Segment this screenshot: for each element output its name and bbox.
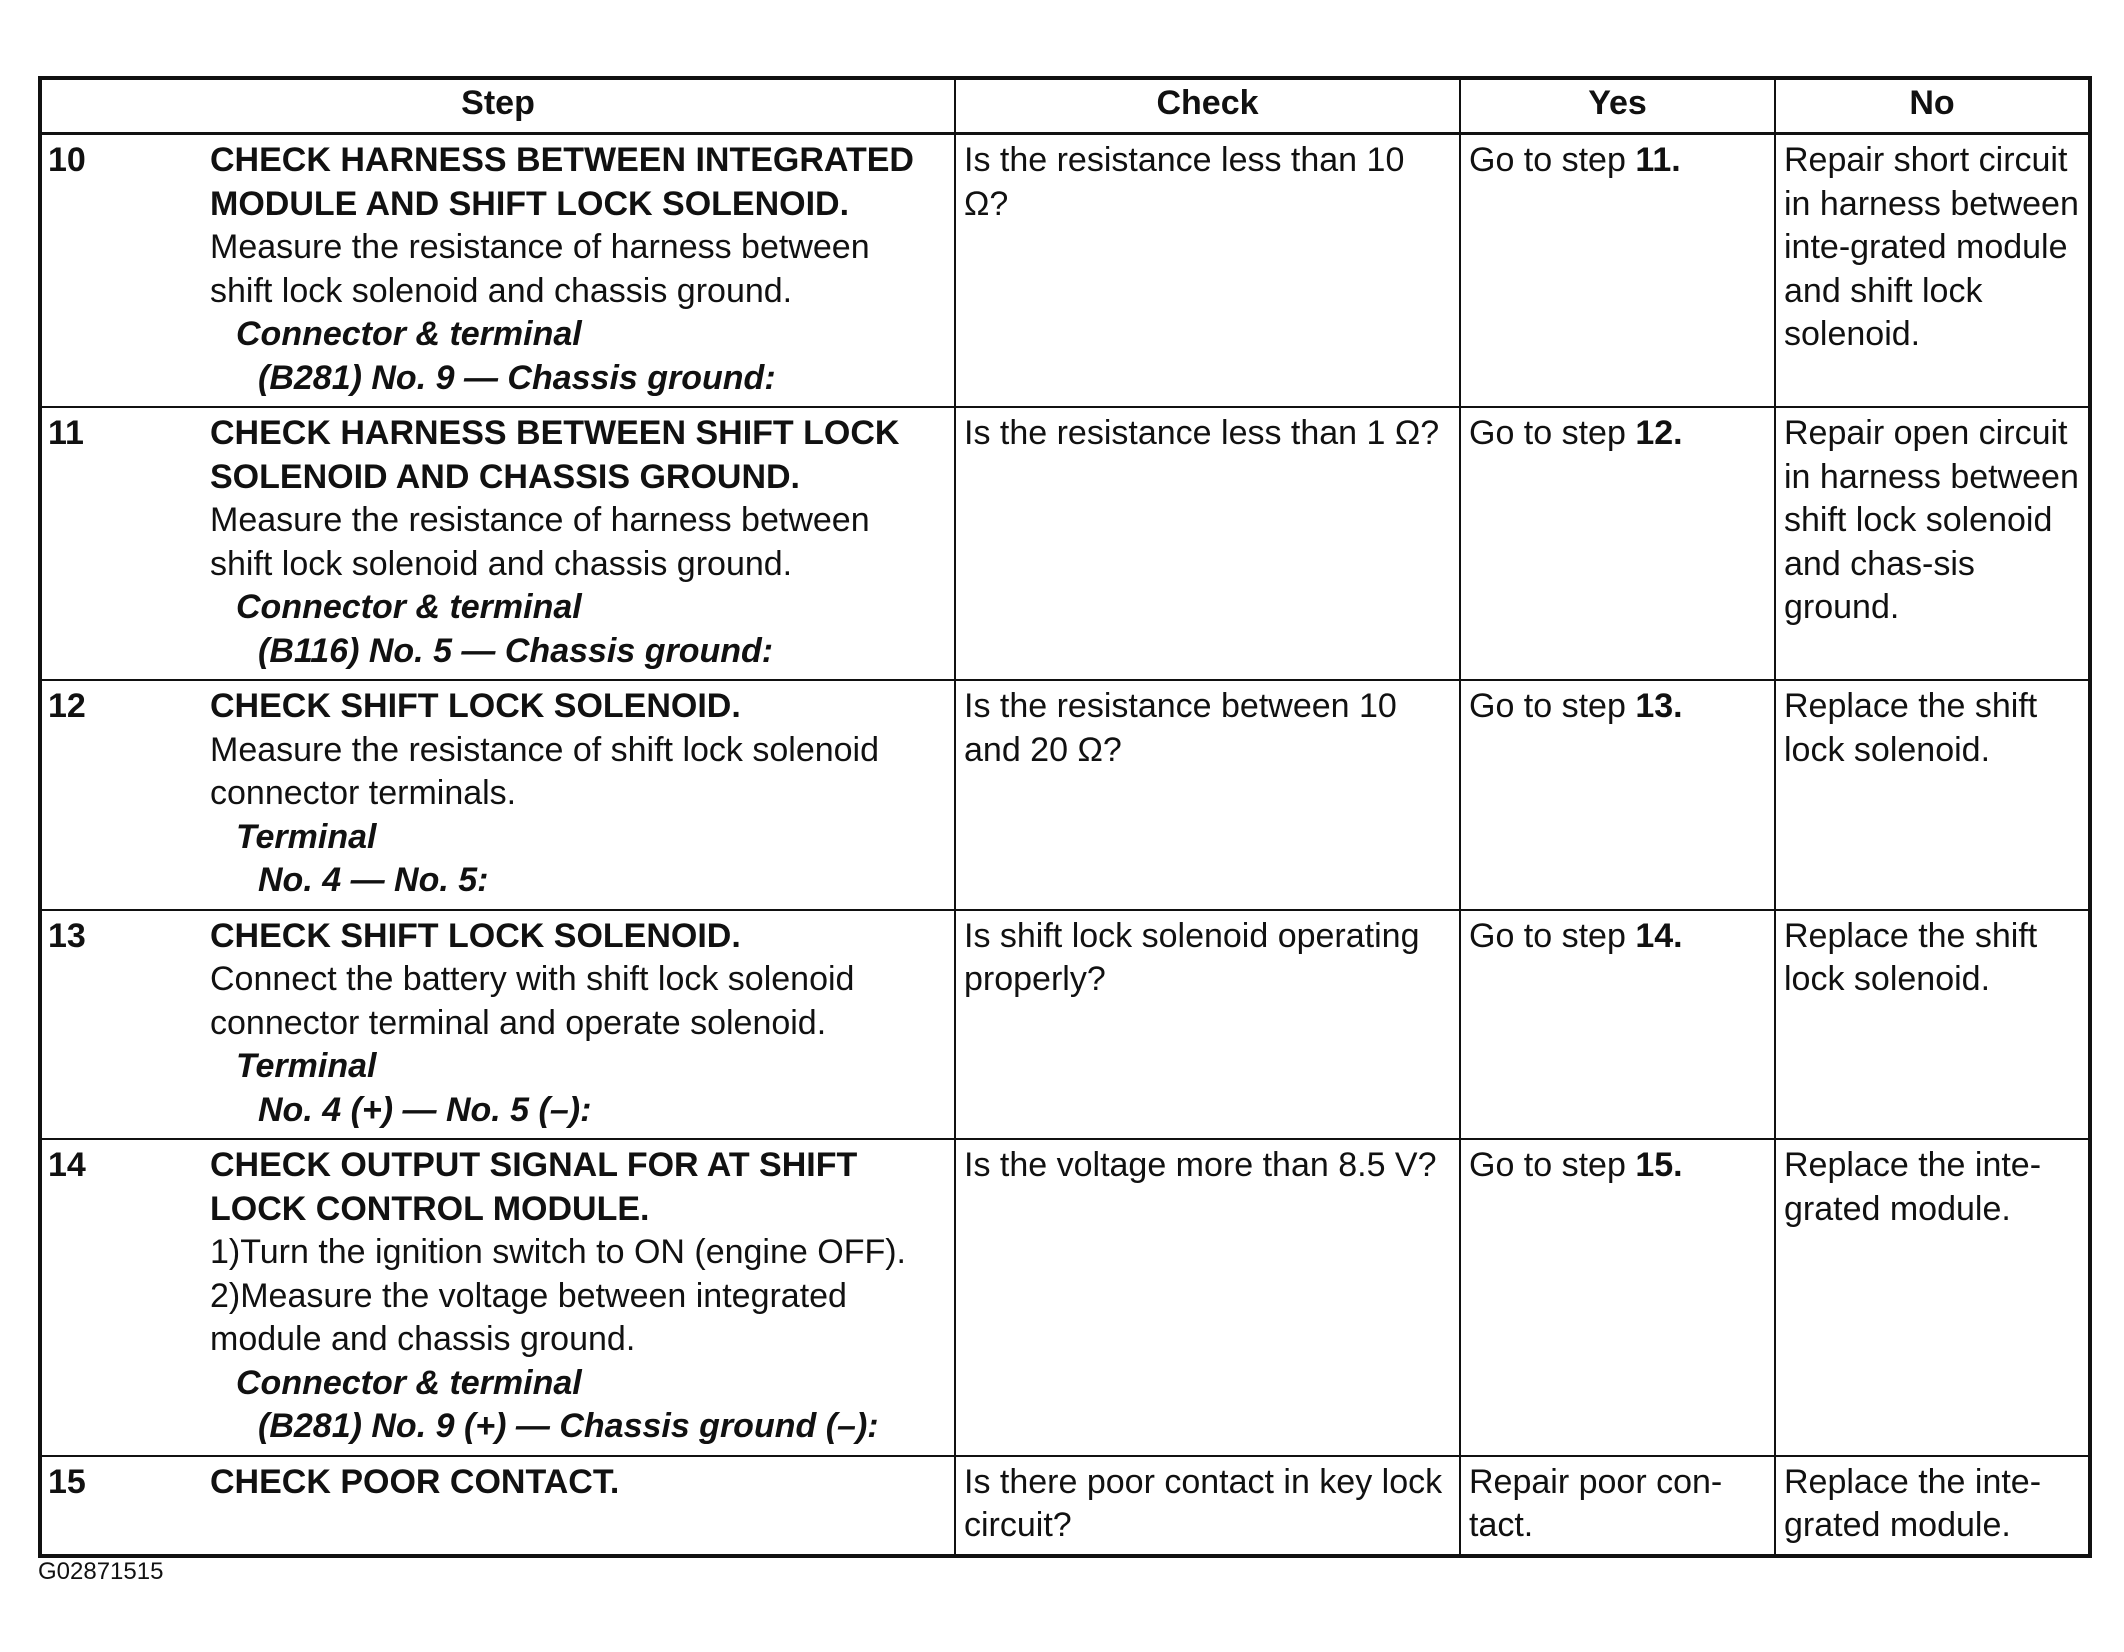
check-question: Is the resistance less than 10 Ω? xyxy=(955,134,1460,408)
step-title: MODULE AND SHIFT LOCK SOLENOID. xyxy=(210,184,850,223)
step-instruction: connector terminals. xyxy=(210,774,517,812)
header-yes: Yes xyxy=(1460,78,1775,134)
table-row xyxy=(40,134,2090,408)
yes-step-link: 14. xyxy=(1635,916,1683,955)
step-instruction: shift lock solenoid and chassis ground. xyxy=(210,544,793,583)
step-terminal-spec: (B281) No. 9 — Chassis ground: xyxy=(258,358,776,397)
step-title: CHECK POOR CONTACT. xyxy=(210,1462,620,1501)
yes-action-text: Go to step xyxy=(1469,687,1636,725)
step-number: 11 xyxy=(40,407,210,680)
step-instruction: module and chassis ground. xyxy=(210,1320,636,1358)
step-terminal-spec: (B116) No. 5 — Chassis ground: xyxy=(258,631,774,670)
check-question: Is the resistance less than 1 Ω? xyxy=(955,407,1460,680)
table-row xyxy=(40,910,2090,1140)
header-step: Step xyxy=(40,78,955,134)
yes-step-link: 13. xyxy=(1635,687,1683,725)
no-action: Replace the inte-grated module. xyxy=(1775,1139,2090,1456)
step-instruction: Measure the resistance of shift lock solenoid xyxy=(210,730,880,769)
yes-step-link: 15. xyxy=(1635,1146,1683,1184)
yes-step-link: 12. xyxy=(1635,414,1683,452)
step-number: 12 xyxy=(40,680,210,910)
step-description xyxy=(210,1456,955,1556)
table-row xyxy=(40,1456,2090,1556)
step-title: LOCK CONTROL MODULE. xyxy=(210,1189,650,1228)
step-instruction: 1)Turn the ignition switch to ON (engine OFF). xyxy=(210,1233,907,1271)
yes-action xyxy=(1460,680,1775,910)
check-question: Is shift lock solenoid operating properly? xyxy=(955,910,1460,1140)
header-no: No xyxy=(1775,78,2090,134)
yes-action-text: Go to step xyxy=(1469,414,1636,452)
step-number: 14 xyxy=(40,1139,210,1456)
yes-action-text: Repair poor con-tact. xyxy=(1469,1462,1723,1544)
step-terminal-spec: (B281) No. 9 (+) — Chassis ground (–): xyxy=(258,1407,879,1445)
header-check: Check xyxy=(955,78,1460,134)
step-instruction: Measure the resistance of harness between xyxy=(210,501,870,539)
table-body xyxy=(40,134,2090,1556)
step-title: CHECK HARNESS BETWEEN INTEGRATED xyxy=(210,141,914,179)
step-instruction: connector terminal and operate solenoid. xyxy=(210,1003,827,1042)
step-instruction: shift lock solenoid and chassis ground. xyxy=(210,271,793,310)
step-title: CHECK SHIFT LOCK SOLENOID. xyxy=(210,687,741,725)
diagnostic-table xyxy=(38,76,2092,1558)
step-subheading: Connector & terminal xyxy=(236,1363,582,1402)
figure-id: G02871515 xyxy=(38,1558,164,1585)
step-title: SOLENOID AND CHASSIS GROUND. xyxy=(210,457,801,496)
step-instruction: Connect the battery with shift lock solenoid xyxy=(210,960,855,998)
yes-action-text: Go to step xyxy=(1469,1146,1636,1184)
check-question: Is there poor contact in key lock circuit? xyxy=(955,1456,1460,1556)
yes-action xyxy=(1460,134,1775,408)
step-subheading: Terminal xyxy=(236,1047,377,1085)
step-subheading: Connector & terminal xyxy=(236,588,582,626)
step-number: 15 xyxy=(40,1456,210,1556)
step-description xyxy=(210,680,955,910)
diagnostic-table-container xyxy=(38,76,2088,1558)
step-description xyxy=(210,407,955,680)
yes-action xyxy=(1460,407,1775,680)
step-description xyxy=(210,1139,955,1456)
yes-action-text: Go to step xyxy=(1469,916,1636,955)
step-subheading: Connector & terminal xyxy=(236,315,582,353)
table-row xyxy=(40,1139,2090,1456)
step-number: 13 xyxy=(40,910,210,1140)
no-action: Repair short circuit in harness between inte-grated module and shift lock solenoid. xyxy=(1775,134,2090,408)
step-instruction: 2)Measure the voltage between integrated xyxy=(210,1276,847,1315)
no-action: Replace the shift lock solenoid. xyxy=(1775,680,2090,910)
step-instruction: Measure the resistance of harness between xyxy=(210,228,870,266)
step-description xyxy=(210,134,955,408)
yes-action xyxy=(1460,910,1775,1140)
table-row xyxy=(40,407,2090,680)
check-question: Is the resistance between 10 and 20 Ω? xyxy=(955,680,1460,910)
no-action: Replace the shift lock solenoid. xyxy=(1775,910,2090,1140)
no-action: Replace the inte-grated module. xyxy=(1775,1456,2090,1556)
yes-action xyxy=(1460,1456,1775,1556)
yes-action xyxy=(1460,1139,1775,1456)
no-action: Repair open circuit in harness between shift lock solenoid and chas-sis ground. xyxy=(1775,407,2090,680)
step-title: CHECK HARNESS BETWEEN SHIFT LOCK xyxy=(210,414,900,452)
yes-step-link: 11. xyxy=(1635,141,1681,179)
yes-action-text: Go to step xyxy=(1469,141,1636,179)
step-title: CHECK SHIFT LOCK SOLENOID. xyxy=(210,916,741,955)
step-terminal-spec: No. 4 — No. 5: xyxy=(258,861,489,899)
step-number: 10 xyxy=(40,134,210,408)
table-row xyxy=(40,680,2090,910)
step-subheading: Terminal xyxy=(236,817,377,856)
step-title: CHECK OUTPUT SIGNAL FOR AT SHIFT xyxy=(210,1146,858,1184)
step-terminal-spec: No. 4 (+) — No. 5 (–): xyxy=(258,1090,592,1129)
check-question: Is the voltage more than 8.5 V? xyxy=(955,1139,1460,1456)
header-row xyxy=(40,78,2090,134)
step-description xyxy=(210,910,955,1140)
